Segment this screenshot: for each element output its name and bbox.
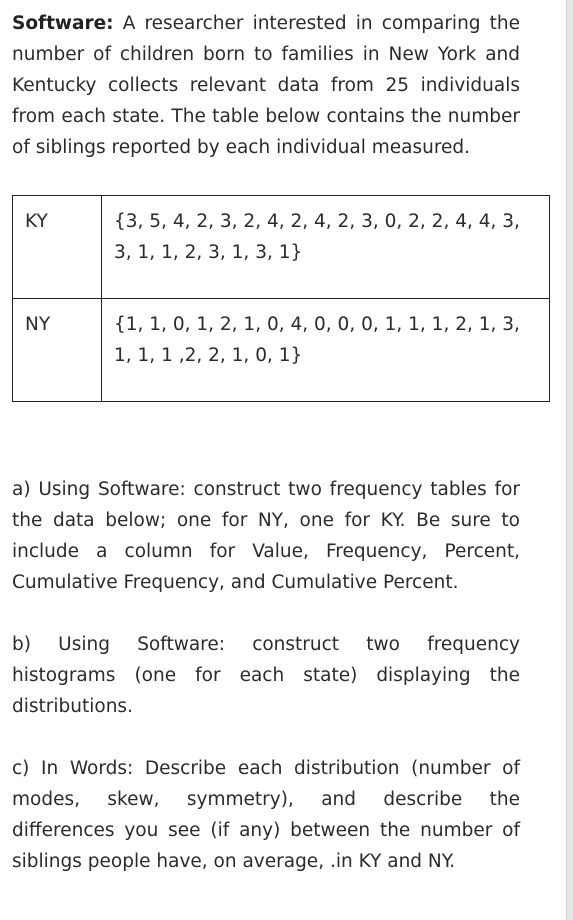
state-cell-ky: KY (13, 196, 102, 299)
table-row-ny (13, 299, 550, 402)
document-body (12, 8, 520, 877)
question-c: c) In Words: Describe each distribution (number of modes, skew, symmetry), and describe the differences you see (if any) between the number of siblings people have, on average, .in KY and NY. (12, 758, 520, 872)
siblings-table (12, 195, 550, 402)
state-cell-ny: NY (13, 299, 102, 402)
values-cell-ny: {1, 1, 0, 1, 2, 1, 0, 4, 0, 0, 0, 1, 1, 1, 2, 1, 3, 1, 1, 1 ,2, 2, 1, 0, 1} (102, 299, 550, 402)
table-row-ky (13, 196, 550, 299)
intro-text: A researcher interested in comparing the number of children born to families in New York and Kentucky collects relevant data from 25 individuals from each state. The table below contains the number of siblings reported by each individual measured. (12, 13, 520, 158)
question-a: a) Using Software: construct two frequency tables for the data below; one for NY, one for KY. Be sure to include a column for Value, Frequency, Percent, Cumulative Frequency, and Cumulative Percent. (12, 479, 520, 593)
page-scrollbar-edge (566, 0, 573, 920)
intro-paragraph (12, 8, 520, 163)
intro-label: Software: (12, 13, 114, 34)
values-cell-ky: {3, 5, 4, 2, 3, 2, 4, 2, 4, 2, 3, 0, 2, 2, 4, 4, 3, 3, 1, 1, 2, 3, 1, 3, 1} (102, 196, 550, 299)
question-b: b) Using Software: construct two frequency histograms (one for each state) displaying the distributions. (12, 634, 520, 717)
